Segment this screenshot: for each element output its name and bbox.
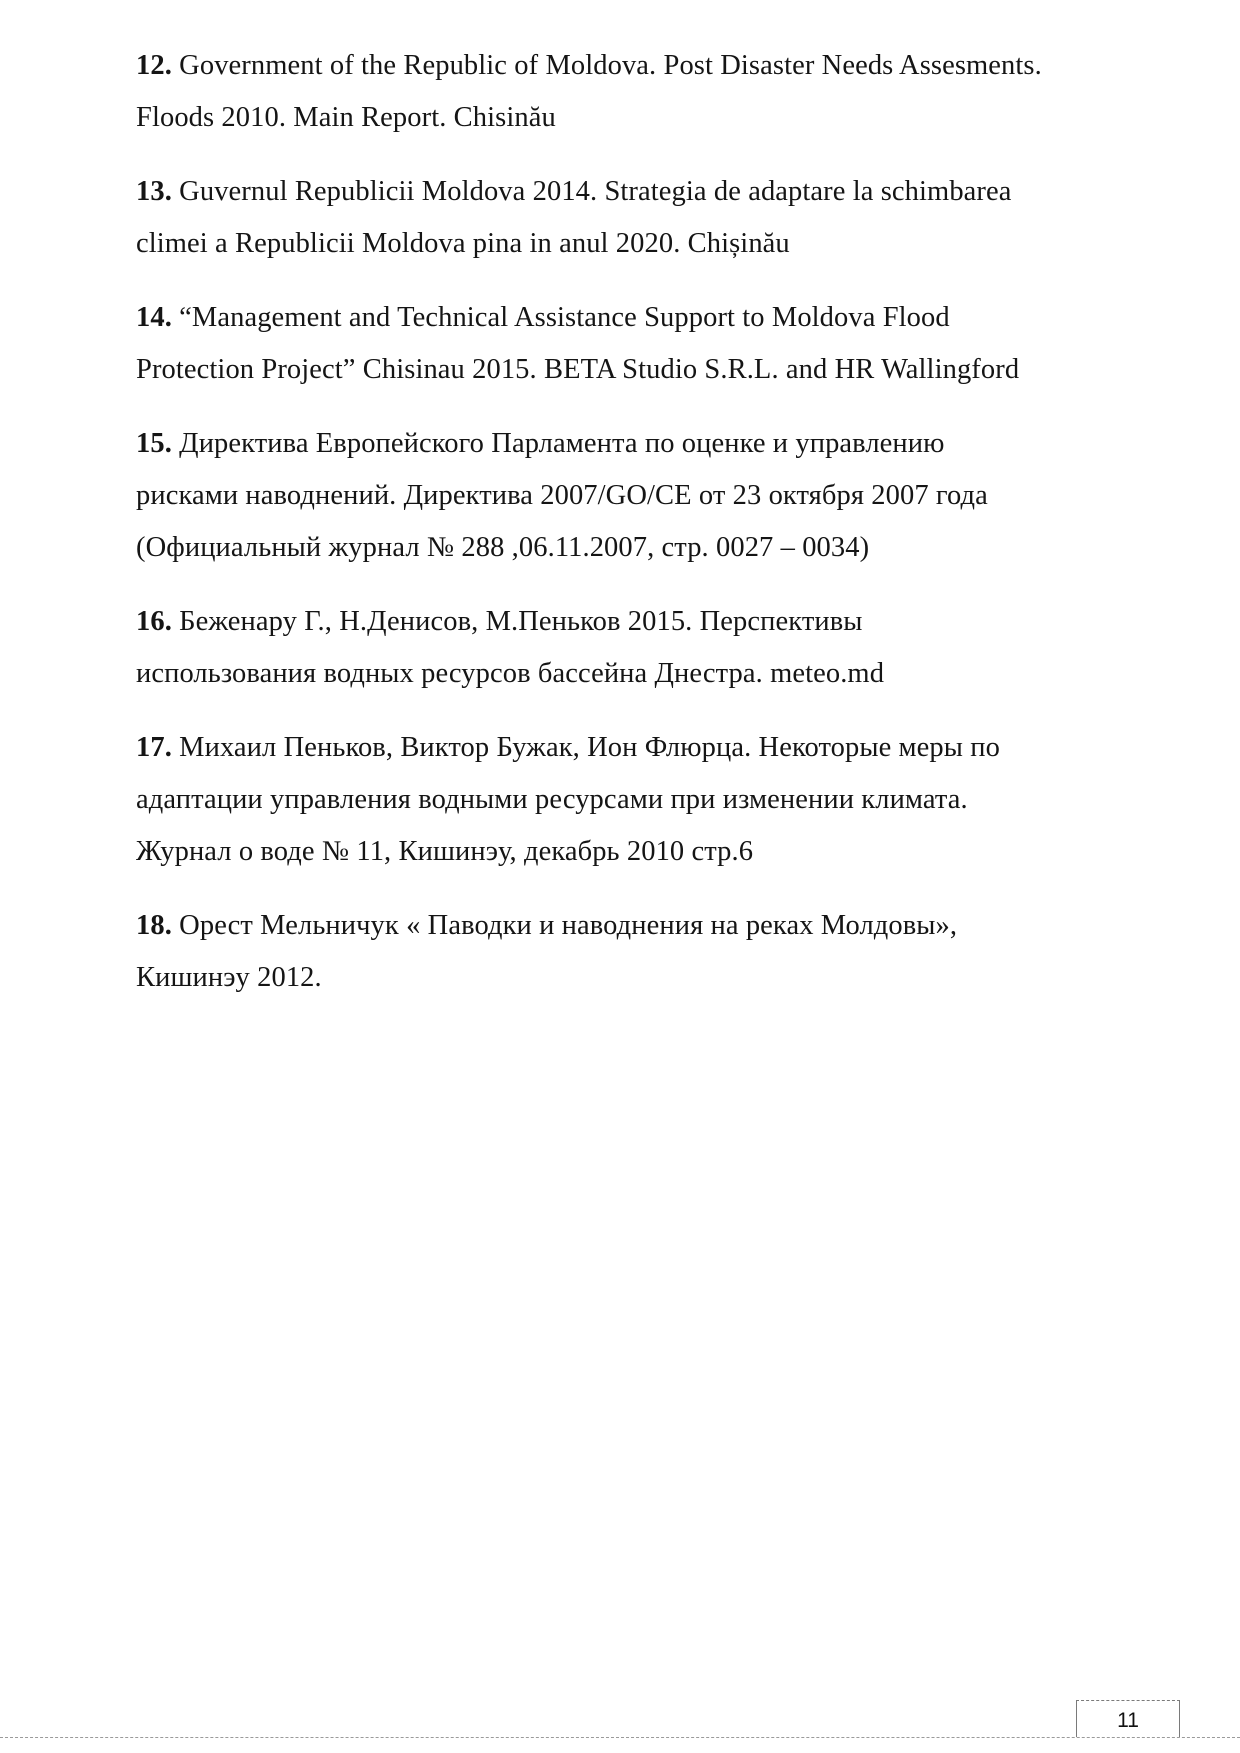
reference-item-18 <box>136 900 1096 1004</box>
reference-item-15 <box>136 418 1096 574</box>
reference-number: 18. <box>136 910 172 941</box>
footer-divider <box>0 1737 1240 1738</box>
reference-item-16 <box>136 596 1096 700</box>
reference-text: Беженару Г., Н.Денисов, М.Пеньков 2015. Перспективы использования водных ресурсов бассейна Днестра. meteo.md <box>136 606 885 689</box>
reference-item-17 <box>136 722 1096 878</box>
reference-number: 13. <box>136 176 172 207</box>
reference-list <box>136 40 1096 1026</box>
reference-item-13 <box>136 166 1096 270</box>
page-number: 11 <box>1076 1700 1180 1737</box>
reference-text: Михаил Пеньков, Виктор Бужак, Ион Флюрца. Некоторые меры по адаптации управления водными ресурсами при изменении климата. Журнал о воде № 11, Кишинэу, декабрь 2010 стр.6 <box>136 732 1000 867</box>
reference-number: 12. <box>136 50 172 81</box>
reference-number: 17. <box>136 732 172 763</box>
reference-text: Директива Европейского Парламента по оценке и управлению рисками наводнений. Директива 2007/GO/CE от 23 октября 2007 года (Официальный журнал № 288 ,06.11.2007, стр. 0027 – 0034) <box>136 428 988 563</box>
reference-number: 16. <box>136 606 172 637</box>
reference-text: Орест Мельничук « Паводки и наводнения на реках Молдовы», Кишинэу 2012. <box>136 910 958 993</box>
reference-text: Guvernul Republicii Moldova 2014. Strategia de adaptare la schimbarea climei a Republicii Moldova pina in anul 2020. Chișinău <box>136 176 1012 259</box>
reference-number: 14. <box>136 302 172 333</box>
reference-text: Government of the Republic of Moldova. Post Disaster Needs Assesments. Floods 2010. Main Report. Chisinău <box>136 50 1042 133</box>
reference-item-12 <box>136 40 1096 144</box>
reference-item-14 <box>136 292 1096 396</box>
reference-text: “Management and Technical Assistance Support to Moldova Flood Protection Project” Chisinau 2015. BETA Studio S.R.L. and HR Wallingford <box>136 302 1020 385</box>
reference-number: 15. <box>136 428 172 459</box>
